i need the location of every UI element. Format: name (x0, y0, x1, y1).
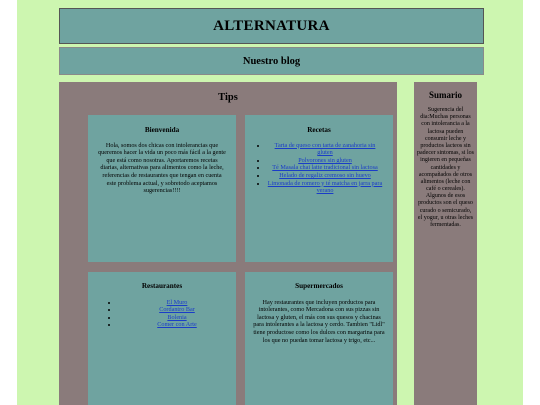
recetas-card (245, 115, 393, 262)
sumario-text: Sugerencia del dia:Muchas personas con intolerancia a la lactosa pueden consumir leche y productos lacteos sin padecer sintomas, si los ingieren en pequeñas cantidades y acompañados de otros alimentos (leche con café o cereales). Algunos de esos productos son el queso curado o semicurado, el yogur, u otras leches fermentadas. (417, 107, 474, 228)
tips-title: Tips (218, 92, 238, 103)
supermercados-card (245, 272, 393, 405)
restaurante-link[interactable]: Cordantro Bar (159, 306, 195, 314)
list-item (267, 180, 383, 195)
receta-link[interactable]: Limonada de romero y té matcha en jarra para verano (267, 179, 383, 195)
recetas-heading: Recetas (307, 126, 331, 134)
bienvenida-card (88, 115, 236, 262)
list-item (267, 164, 383, 172)
supermercados-text: Hay restaurantes que incluyen porductos para intolerantes, como Mercadona con sus pizzas sin lactosa y gluten, el más con sus quesos y chacinas para intolerantes a la lactosa y cerdo. Tambien "Lidl" tiene productose como los dulces con margarina para los que no puedan tomar lactosa y trigo, etc... (253, 298, 385, 344)
blog-label: Nuestro blog (242, 55, 301, 67)
list-item (267, 157, 383, 165)
restaurante-link[interactable]: Comer con Arte (157, 321, 197, 329)
supermercados-heading: Supermercados (295, 282, 343, 290)
list-item (118, 299, 236, 307)
sumario-sidebar (414, 82, 477, 405)
site-title: ALTERNATURA (213, 17, 330, 34)
receta-link[interactable]: Polvorones sin gluten (298, 156, 352, 164)
list-item (118, 314, 236, 322)
receta-link[interactable]: Tarta de queso con tarta de zanahoria sin gluten (274, 141, 376, 157)
list-item (267, 142, 383, 157)
receta-link[interactable]: Helado de regaliz cremoso sin huevo (279, 172, 371, 180)
restaurante-link[interactable]: El Muro (166, 298, 188, 306)
restaurantes-list (88, 299, 236, 329)
restaurantes-heading: Restaurantes (141, 282, 183, 290)
recetas-list (245, 142, 393, 195)
restaurantes-card (88, 272, 236, 405)
list-item (267, 172, 383, 180)
tips-section (59, 82, 397, 405)
blog-bar (59, 47, 484, 75)
list-item (118, 321, 236, 329)
bienvenida-heading: Bienvenida (144, 126, 180, 134)
list-item (118, 306, 236, 314)
receta-link[interactable]: Té Masala chai latte tradicional sin lactosa (272, 164, 378, 172)
sumario-title: Sumario (428, 90, 462, 100)
restaurante-link[interactable]: Bolenia (167, 313, 187, 321)
bienvenida-text: Hola, somos dos chicas con intolerancias que queremos hacer la vida un poco más fácil a la gente que está como nosotras. Aportaremos recetas diarias, alternativas para alimentos como la leche, referencias de restaurantes que tengan en cuenta este problema actual, y sobretodo aceptamos sugerencias!!!! (98, 141, 226, 195)
site-header (59, 8, 484, 44)
